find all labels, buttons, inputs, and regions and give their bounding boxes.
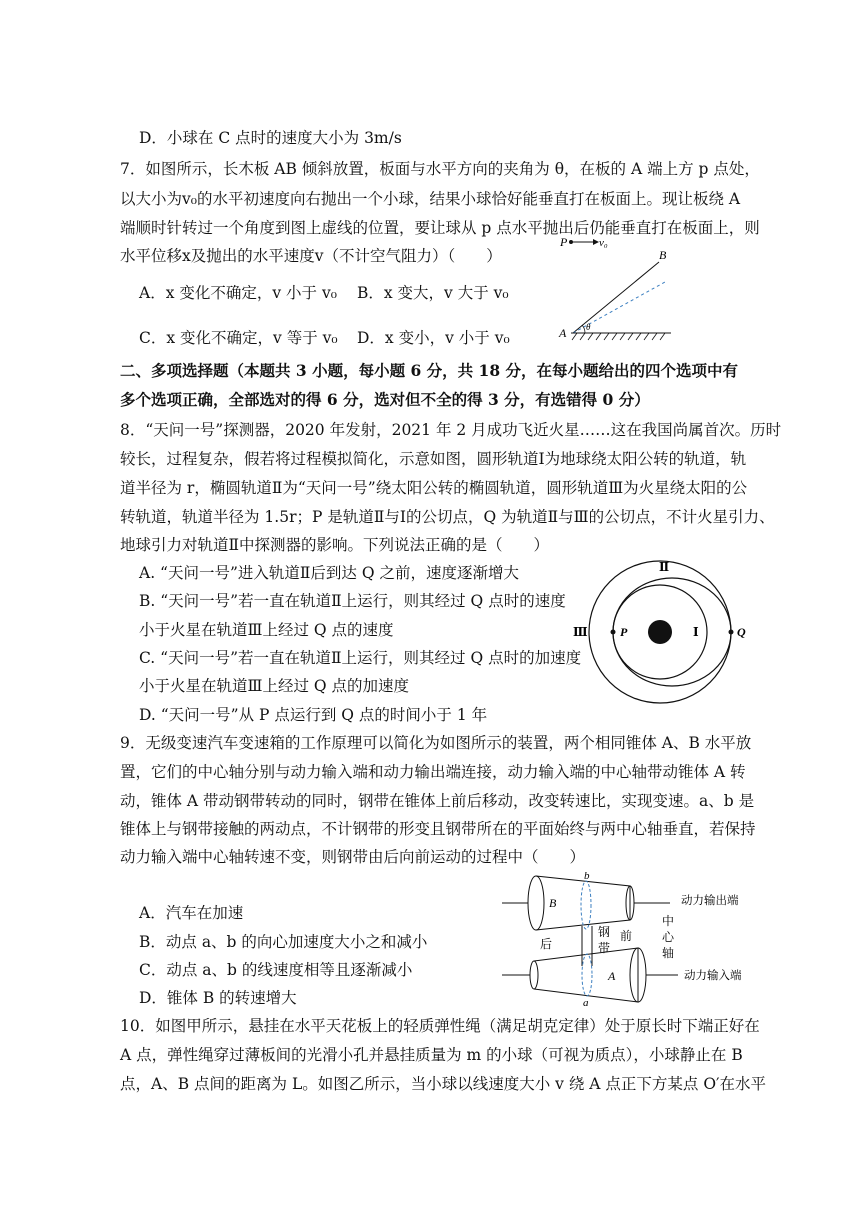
belt-top-contact xyxy=(581,881,591,929)
q9-stem-line-3: 动，锥体 A 带动钢带转动的同时，钢带在锥体上前后移动，改变转速比，实现变速。a、b 是 xyxy=(120,792,755,810)
q7-label-theta: θ xyxy=(586,322,591,332)
q8-option-c-line-1: C. “天问一号”若一直在轨道Ⅱ上运行，则其经过 Q 点时的加速度 xyxy=(139,649,582,667)
q8-label-i: Ⅰ xyxy=(693,625,699,639)
q9-option-d: D．锥体 B 的转速增大 xyxy=(139,989,297,1007)
cone-a-body xyxy=(534,948,638,1002)
q8-option-d: D. “天问一号”从 P 点运行到 Q 点的时间小于 1 年 xyxy=(139,706,488,724)
q8-stem-line-2: 较长，过程复杂，假若将过程模拟简化，示意如图，圆形轨道Ⅰ为地球绕太阳公转的轨道，轨 xyxy=(120,450,747,468)
q8-stem-line-4: 转轨道，轨道半径为 1.5r；P 是轨道Ⅱ与Ⅰ的公切点，Q 为轨道Ⅱ与Ⅲ的公切点，不计火星引力、 xyxy=(120,508,775,526)
q8-label-ii: Ⅱ xyxy=(659,560,670,574)
q9-option-b: B．动点 a、b 的向心加速度大小之和减小 xyxy=(139,933,428,951)
q9-label-belt-2: 带 xyxy=(598,941,611,955)
q9-option-a: A．汽车在加速 xyxy=(139,904,244,922)
q8-label-q: Q xyxy=(737,625,746,639)
q9-stem-line-4: 锥体上与钢带接触的两动点，不计钢带的形变且钢带所在的平面始终与两中心轴垂直，若保持 xyxy=(120,820,756,838)
q9-label-front: 前 xyxy=(620,929,633,943)
q9-label-b-point: b xyxy=(584,870,590,882)
q9-label-belt-1: 钢 xyxy=(598,925,611,939)
q7-option-b: B．x 变大，v 大于 v₀ xyxy=(357,284,509,302)
q6-option-d: D．小球在 C 点时的速度大小为 3m/s xyxy=(139,129,402,147)
q9-cone-figure xyxy=(500,868,760,1010)
cone-a-left-face xyxy=(530,961,538,989)
q7-label-b: B xyxy=(659,248,667,262)
point-p xyxy=(611,630,616,635)
q9-stem-line-1: 9．无级变速汽车变速箱的工作原理可以简化为如图所示的装置，两个相同锥体 A、B 水平放 xyxy=(120,734,752,752)
q9-label-a-point: a xyxy=(583,997,589,1009)
q7-option-a: A．x 变化不确定，v 小于 v₀ xyxy=(139,284,337,302)
q7-stem-line-2: 以大小为v₀的水平初速度向右抛出一个小球，结果小球恰好能垂直打在板面上。现让板绕 A xyxy=(120,190,741,208)
q9-label-in: 动力输入端 xyxy=(684,968,742,982)
q8-option-c-line-2: 小于火星在轨道Ⅲ上经过 Q 点的加速度 xyxy=(139,677,410,695)
q8-option-b-line-2: 小于火星在轨道Ⅲ上经过 Q 点的速度 xyxy=(139,621,394,639)
q9-label-axis-2: 心 xyxy=(662,930,675,944)
point-q xyxy=(729,630,734,635)
q8-label-iii: Ⅲ xyxy=(573,625,588,639)
q8-label-p: P xyxy=(620,625,628,639)
q9-label-a-cone: A xyxy=(608,969,616,983)
q8-stem-line-3: 道半径为 r，椭圆轨道Ⅱ为“天问一号”绕太阳公转的椭圆轨道，圆形轨道Ⅲ为火星绕太阳的公 xyxy=(120,479,748,497)
q8-stem-line-5: 地球引力对轨道Ⅱ中探测器的影响。下列说法正确的是（ ） xyxy=(120,536,550,554)
q9-label-back: 后 xyxy=(540,937,553,951)
q8-stem-line-1: 8．“天问一号”探测器，2020 年发射，2021 年 2 月成功飞近火星……这在我国尚属首次。历时 xyxy=(120,421,782,439)
q7-label-v0: v₀ xyxy=(599,237,608,249)
q7-ground-hatch xyxy=(572,333,665,340)
q8-option-b-line-1: B. “天问一号”若一直在轨道Ⅱ上运行，则其经过 Q 点时的速度 xyxy=(139,592,566,610)
q7-option-c: C．x 变化不确定，v 等于 v₀ xyxy=(139,329,338,347)
q7-incline-figure xyxy=(555,232,680,344)
q9-label-axis-3: 轴 xyxy=(662,946,675,960)
q9-label-out: 动力输出端 xyxy=(681,893,739,907)
section2-heading-line-2: 多个选项正确，全部选对的得 6 分，选对但不全的得 3 分，有选错得 0 分） xyxy=(120,390,650,409)
q10-stem-line-3: 点，A、B 点间的距离为 L。如图乙所示，当小球以线速度大小 v 绕 A 点正下方某点 O′在水平 xyxy=(120,1075,767,1093)
q9-label-axis-1: 中 xyxy=(662,914,675,928)
q7-label-a: A xyxy=(559,326,567,340)
cone-b-left-face xyxy=(528,876,544,930)
q7-stem-line-1: 7．如图所示，长木板 AB 倾斜放置，板面与水平方向的夹角为 θ，在板的 A 端上方 p 点处， xyxy=(120,160,760,178)
q10-stem-line-1: 10．如图甲所示，悬挂在水平天花板上的轻质弹性绳（满足胡克定律）处于原长时下端正好在 xyxy=(120,1017,760,1035)
q9-label-b-cone: B xyxy=(549,896,557,910)
q9-stem-line-2: 置，它们的中心轴分别与动力输入端和动力输出端连接，动力输入端的中心轴带动锥体 A 转 xyxy=(120,763,746,781)
q7-label-p: P xyxy=(560,235,568,249)
q10-stem-line-2: A 点，弹性绳穿过薄板间的光滑小孔并悬挂质量为 m 的小球（可视为质点），小球静止在 B xyxy=(120,1046,743,1064)
q7-stem-line-4: 水平位移x及抛出的水平速度v（不计空气阻力）（ ） xyxy=(120,247,502,265)
q8-option-a: A. “天问一号”进入轨道Ⅱ后到达 Q 之前，速度逐渐增大 xyxy=(139,564,519,582)
section2-heading-line-1: 二、多项选择题（本题共 3 小题，每小题 6 分，共 18 分，在每小题给出的四个选项中有 xyxy=(120,361,739,380)
q7-stem-line-3: 端顺时针转过一个角度到图上虚线的位置，要让球从 p 点水平抛出后仍能垂直打在板面上，则 xyxy=(120,219,760,237)
belt-bottom-contact xyxy=(582,954,592,996)
q9-option-c: C．动点 a、b 的线速度相等且逐渐减小 xyxy=(139,961,413,979)
q8-orbit-figure xyxy=(565,552,765,717)
sun xyxy=(648,620,672,644)
q9-stem-line-5: 动力输入端中心轴转速不变，则钢带由后向前运动的过程中（ ） xyxy=(120,848,586,866)
q7-option-d: D．x 变小，v 小于 v₀ xyxy=(357,329,510,347)
